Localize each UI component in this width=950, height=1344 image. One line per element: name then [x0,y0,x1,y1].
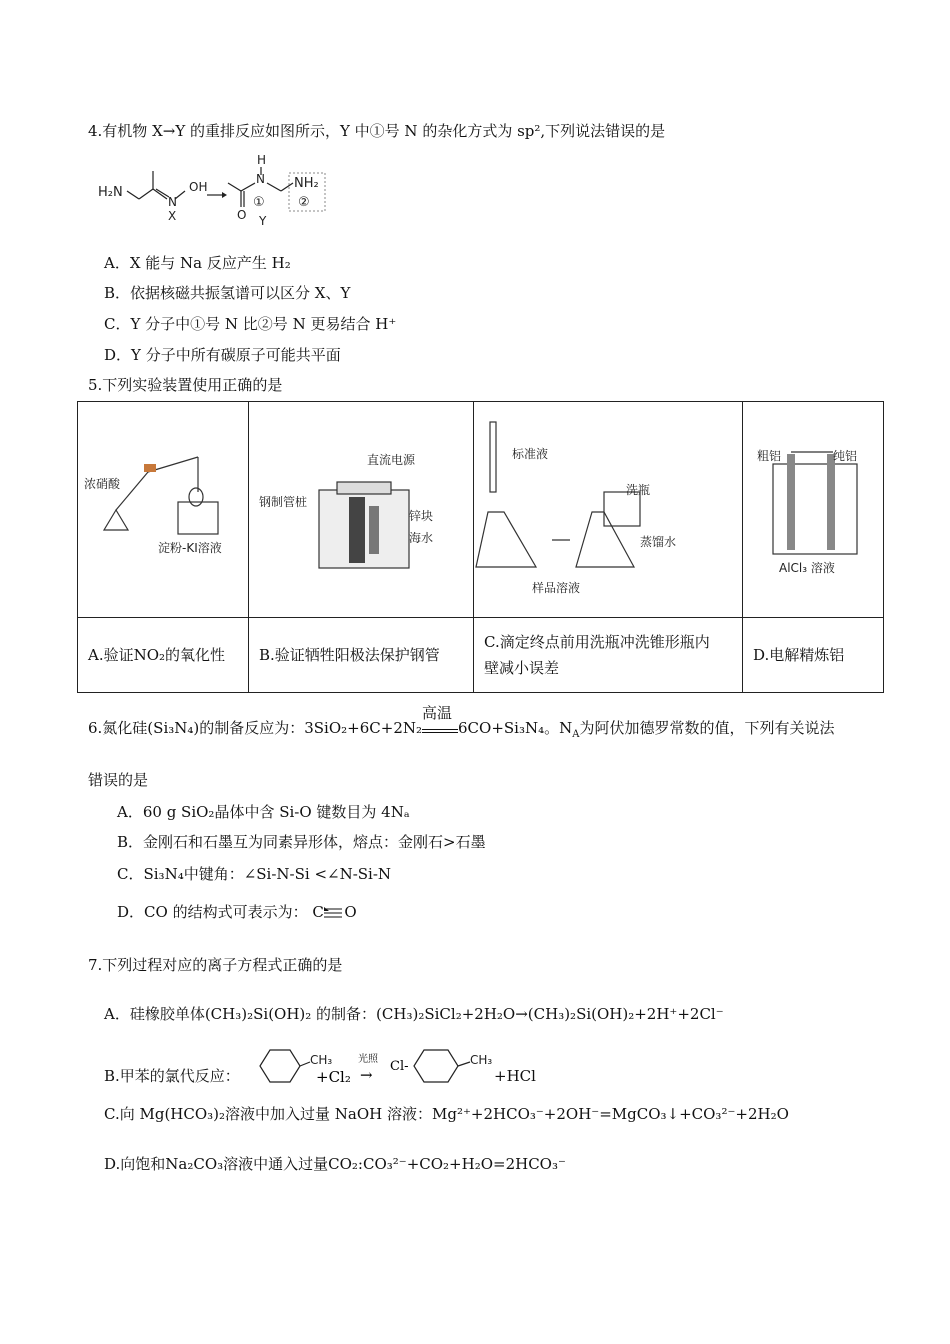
q7-option-c: C.向 Mg(HCO₃)₂溶液中加入过量 NaOH 溶液：Mg²⁺+2HCO₃⁻+2OH⁻=MgCO₃↓+CO₃²⁻+2H₂O [104,1105,789,1123]
light-condition-label: 光照 [358,1054,378,1065]
q4-option-a: A．X 能与 Na 反应产生 H₂ [104,254,291,272]
pile-icon [349,497,365,563]
q7-option-b-post: +HCl [494,1067,536,1085]
figure-d [743,402,883,613]
n-label: N [168,195,177,209]
q6-option-b: B．金刚石和石墨互为同素异形体，熔点：金刚石>石墨 [117,833,486,851]
condition-label: 高温 [422,704,453,722]
q7-option-a: A．硅橡胶单体(CH₃)₂Si(OH)₂ 的制备：(CH₃)₂SiCl₂+2H₂O→(CH₃)₂Si(OH)₂+2H⁺+2Cl⁻ [104,1005,724,1023]
caption-c [474,618,743,693]
o-label: O [237,208,247,222]
q4-option-c: C．Y 分子中①号 N 比②号 N 更易结合 H⁺ [104,315,397,333]
caption-d: D.电解精炼铝 [743,618,884,693]
cell-fig-c [474,402,743,618]
cell-fig-b [249,402,474,618]
q6-option-d [117,902,360,922]
acid-label: 浓硝酸 [84,477,121,491]
nh2-label: NH₂ [294,176,319,191]
n1-label: N [256,172,265,186]
benzene-ring-icon [260,1050,300,1082]
caption-c-line2: 壁减小误差 [484,659,560,677]
co-o: O [344,903,357,921]
q4-stem: 4.有机物 X→Y 的重排反应如图所示，Y 中①号 N 的杂化方式为 sp²,下列说法错误的是 [88,122,666,140]
crude-al-icon [787,454,795,550]
oh-label: OH [189,180,208,194]
q6-option-d-text: D．CO 的结构式可表示为： [117,903,308,921]
pure-label: 纯铝 [833,449,858,463]
co-c: C [312,903,324,921]
chloro-benzene-ring-icon [414,1050,458,1082]
ch3-label-2: CH₃ [470,1053,493,1067]
q7-option-b-pre: B.甲苯的氯代反应： [104,1067,240,1085]
h2n-label: H₂N [98,185,123,200]
cell-fig-a [78,402,249,618]
arrow-label: → [360,1066,373,1084]
pile-label: 钢制管桩 [259,495,308,509]
zinc-label: 锌块 [409,509,434,523]
x-label: X [168,209,177,223]
q4-option-d: D．Y 分子中所有碳原子可能共平面 [104,346,341,364]
circle2-label: ② [298,195,310,210]
caption-c-line1: C.滴定终点前用洗瓶冲洗锥形瓶内 [484,633,710,651]
q6-stem-sub: A [572,729,580,740]
q5-apparatus-table [77,401,884,693]
q6-stem-b: 6CO+Si₃N₄。N [458,719,573,737]
cell-fig-d [743,402,884,618]
h-label: H [257,153,267,167]
q7-option-d: D.向饱和Na₂CO₃溶液中通入过量CO₂:CO₃²⁻+CO₂+H₂O=2HCO₃⁻ [104,1155,566,1173]
high-temp-equal [422,704,458,738]
ch3-label-1: CH₃ [310,1053,333,1067]
zinc-icon [369,506,379,554]
q5-stem: 5.下列实验装置使用正确的是 [88,376,283,394]
ki-label: 淀粉-KI溶液 [158,541,222,555]
caption-b: B.验证牺牲阳极法保护钢管 [249,618,474,693]
std-label: 标准液 [512,447,549,461]
stopper-icon [144,464,156,472]
co-triple-bond-icon [312,904,360,922]
y-label: Y [259,214,267,228]
cl-label: Cl- [390,1059,409,1074]
q6-stem-c: 为阿伏加德罗常数的值，下列有关说法 [579,719,835,737]
alcl3-label: AlCl₃ 溶液 [779,561,835,575]
water-label: 蒸馏水 [640,535,677,549]
sea-label: 海水 [409,531,434,545]
q7-stem: 7.下列过程对应的离子方程式正确的是 [88,956,343,974]
circle1-label: ① [253,195,265,210]
q6-stem [88,704,835,745]
cl2-label: +Cl₂ [316,1068,351,1086]
bottle-label: 洗瓶 [626,483,651,497]
q6-stem-a: 6.氮化硅(Si₃N₄)的制备反应为：3SiO₂+6C+2N₂ [88,719,423,737]
q4-option-b: B．依据核磁共振氢谱可以区分 X、Y [104,284,351,302]
q6-option-a: A．60 g SiO₂晶体中含 Si-O 键数目为 4Nₐ [117,803,410,821]
figure-b [249,402,473,613]
sample-label: 样品溶液 [532,581,581,595]
figure-c [474,402,742,613]
q4-reaction-structure [95,153,345,229]
q6-option-c: C．Si₃N₄中键角：∠Si-N-Si <∠N-Si-N [117,865,392,883]
power-label: 直流电源 [367,453,416,467]
figure-a [78,402,248,613]
caption-a: A.验证NO₂的氧化性 [78,618,249,693]
crude-label: 粗铝 [757,449,782,463]
q6-stem2: 错误的是 [88,771,149,789]
pure-al-icon [827,454,835,550]
